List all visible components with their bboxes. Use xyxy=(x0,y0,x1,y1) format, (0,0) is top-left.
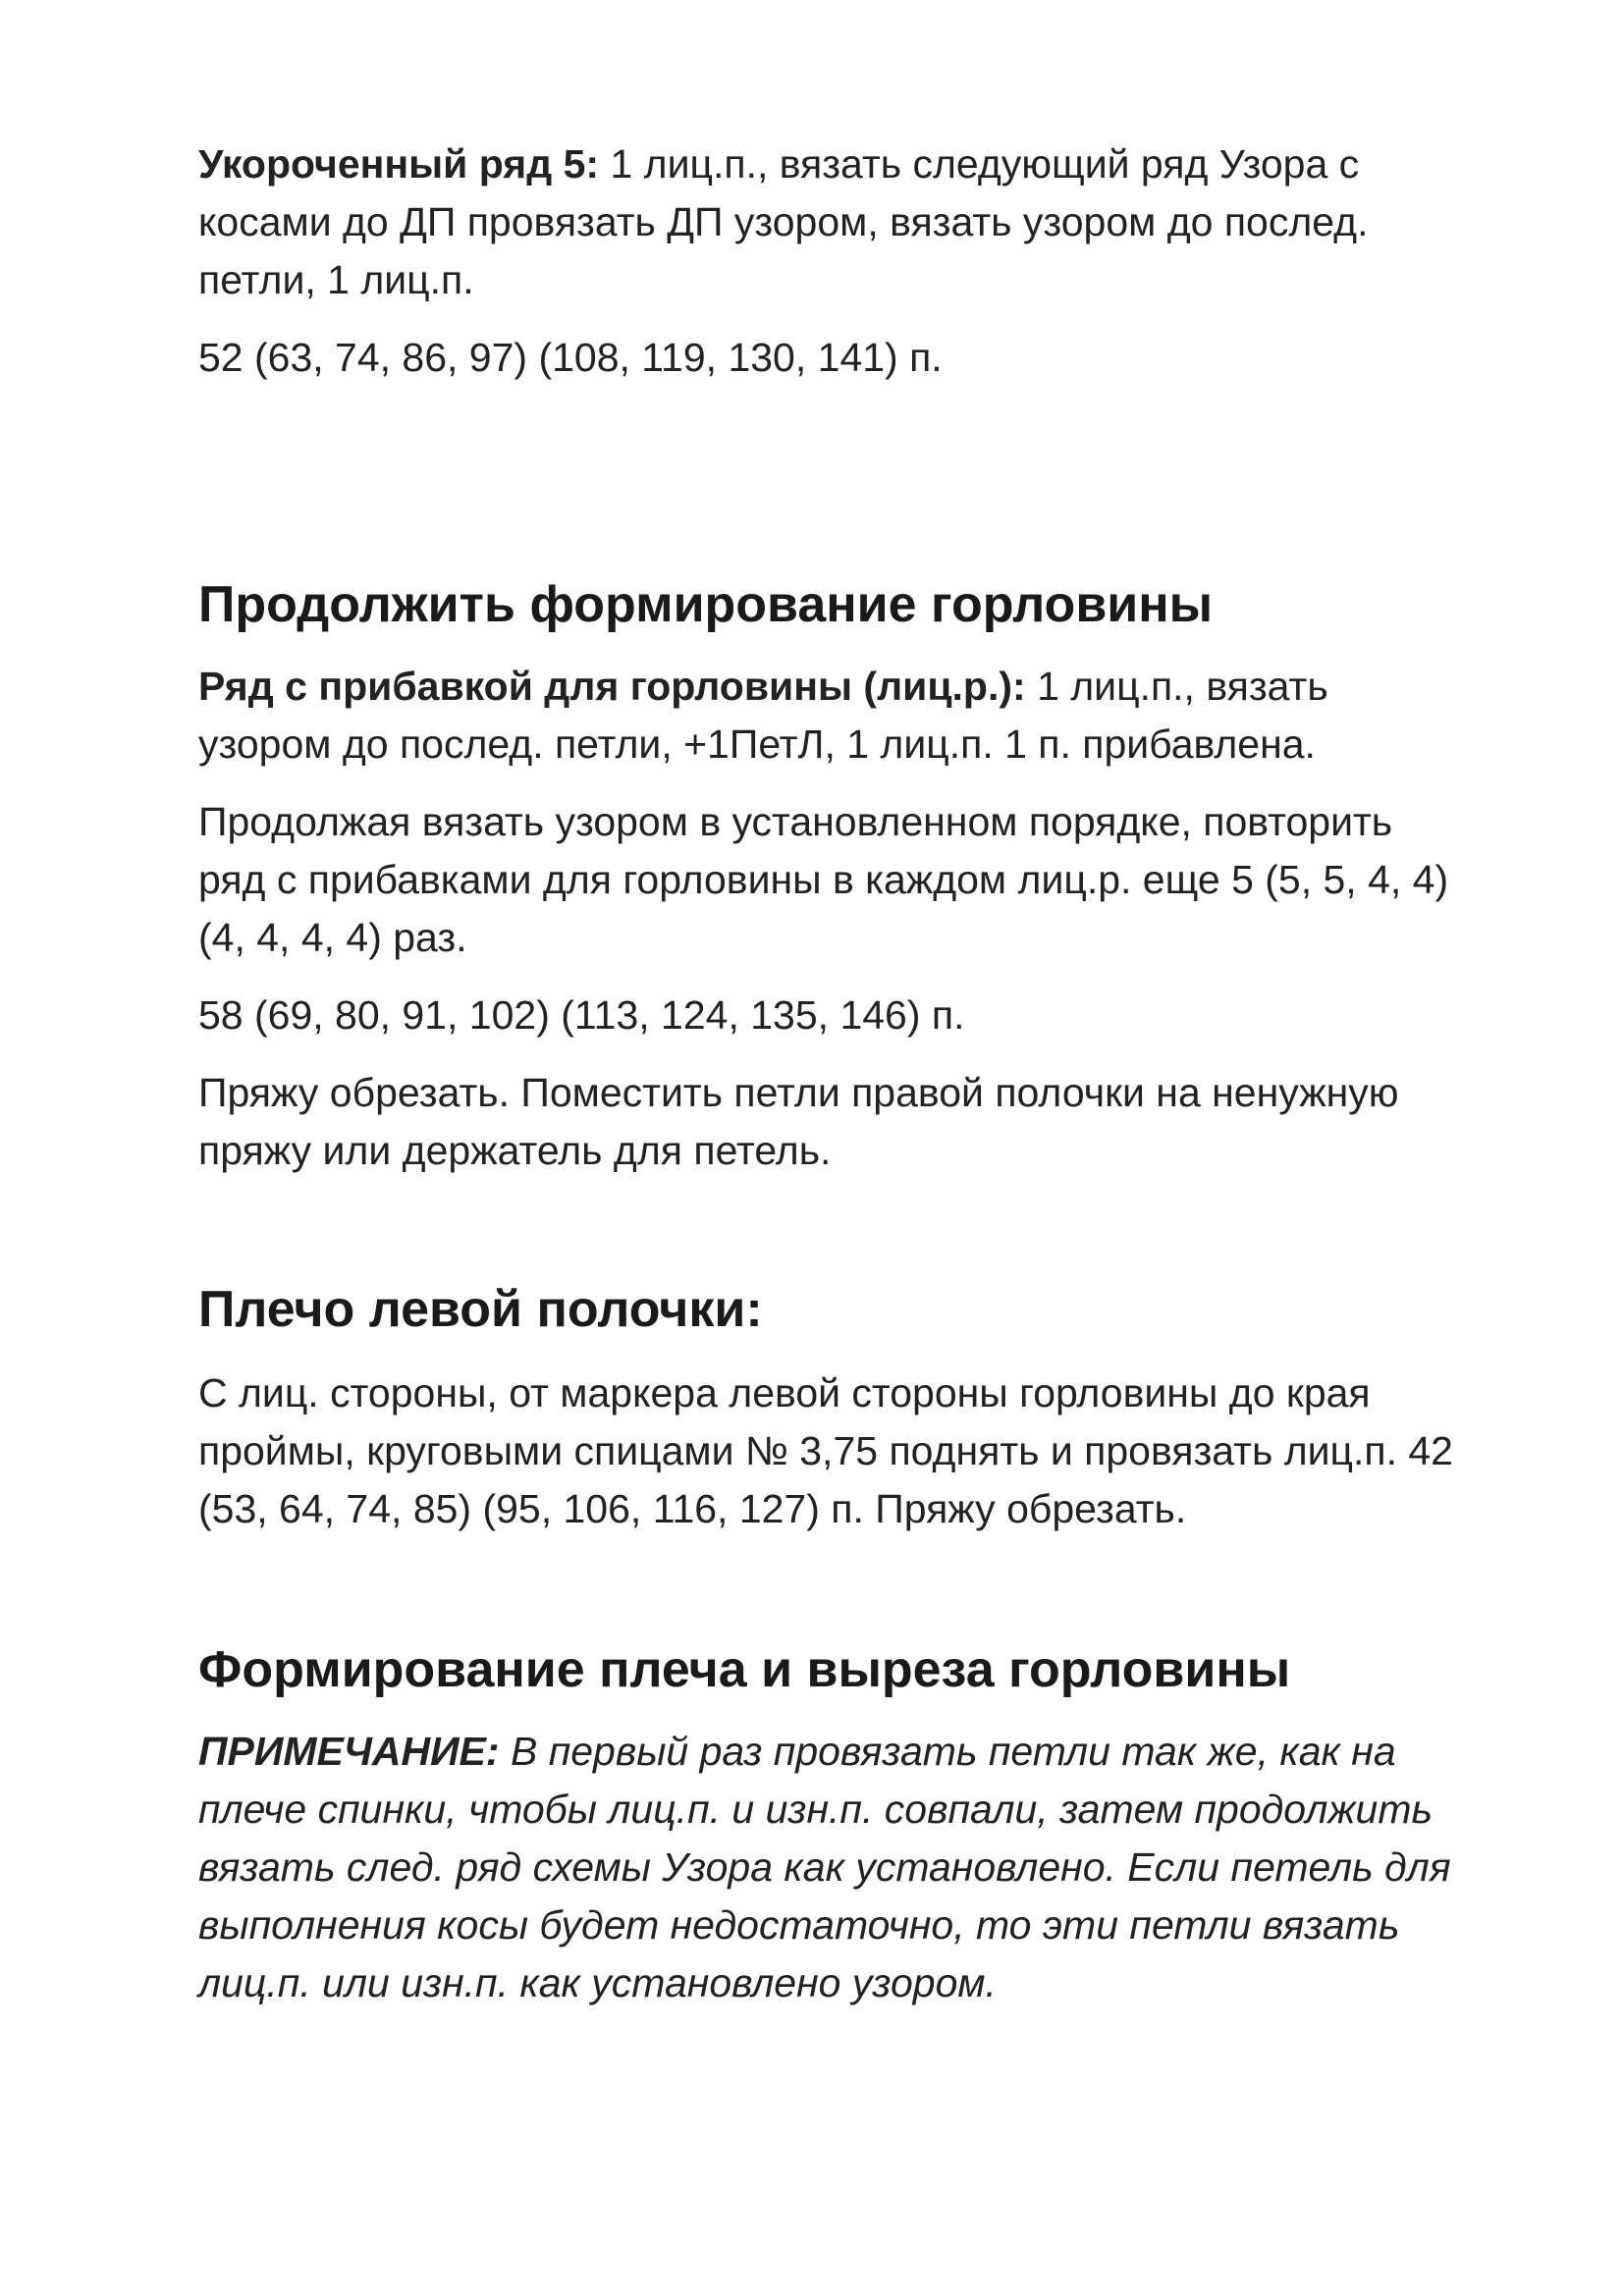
shoulder-neck-shaping-heading: Формирование плеча и выреза горловины xyxy=(198,1641,1291,1698)
note-paragraph xyxy=(198,1723,1465,2012)
neck-increase-label: Ряд с прибавкой для горловины (лиц.р.): xyxy=(198,664,1026,709)
note-block xyxy=(198,1723,1465,2012)
left-shoulder-paragraph: С лиц. стороны, от маркера левой стороны горловины до края проймы, круговыми спицами № 3,75 поднять и провязать лиц.п. 42 (53, 64, 74, 85) (95, 106, 116, 127) п. Пряжу обрезать. xyxy=(198,1370,1453,1531)
cut-yarn-paragraph: Пряжу обрезать. Поместить петли правой полочки на ненужную пряжу или держатель для петель. xyxy=(198,1070,1399,1173)
stitch-count-2: 58 (69, 80, 91, 102) (113, 124, 135, 146) п. xyxy=(198,992,965,1038)
note-label: ПРИМЕЧАНИЕ: xyxy=(198,1729,500,1774)
note-text: В первый раз провязать петли так же, как на плече спинки, чтобы лиц.п. и изн.п. совпали, затем продолжить вязать след. ряд схемы Узора как установлено. Если петель для выполнения косы будет недостаточно, то эти петли вязать лиц.п. или изн.п. как установлено узором. xyxy=(198,1729,1451,2005)
left-shoulder-heading: Плечо левой полочки: xyxy=(198,1281,763,1338)
neck-repeat-paragraph: Продолжая вязать узором в установленном порядке, повторить ряд с прибавками для горловины в каждом лиц.р. еще 5 (5, 5, 4, 4) (4, 4, 4, 4) раз. xyxy=(198,799,1449,960)
neck-shaping-heading: Продолжить формирование горловины xyxy=(198,576,1214,633)
stitch-count-1: 52 (63, 74, 86, 97) (108, 119, 130, 141) п. xyxy=(198,335,943,380)
neck-increase-paragraph xyxy=(198,658,1465,774)
document-page xyxy=(198,135,1465,2012)
short-row-5-paragraph xyxy=(198,135,1465,309)
neck-increase-text: 1 лиц.п., вязать узором до послед. петли, +1ПетЛ, 1 лиц.п. 1 п. прибавлена. xyxy=(198,664,1328,767)
short-row-5-text: 1 лиц.п., вязать следующий ряд Узора с косами до ДП провязать ДП узором, вязать узором до послед. петли, 1 лиц.п. xyxy=(198,141,1369,302)
short-row-5-label: Укороченный ряд 5: xyxy=(198,141,600,187)
